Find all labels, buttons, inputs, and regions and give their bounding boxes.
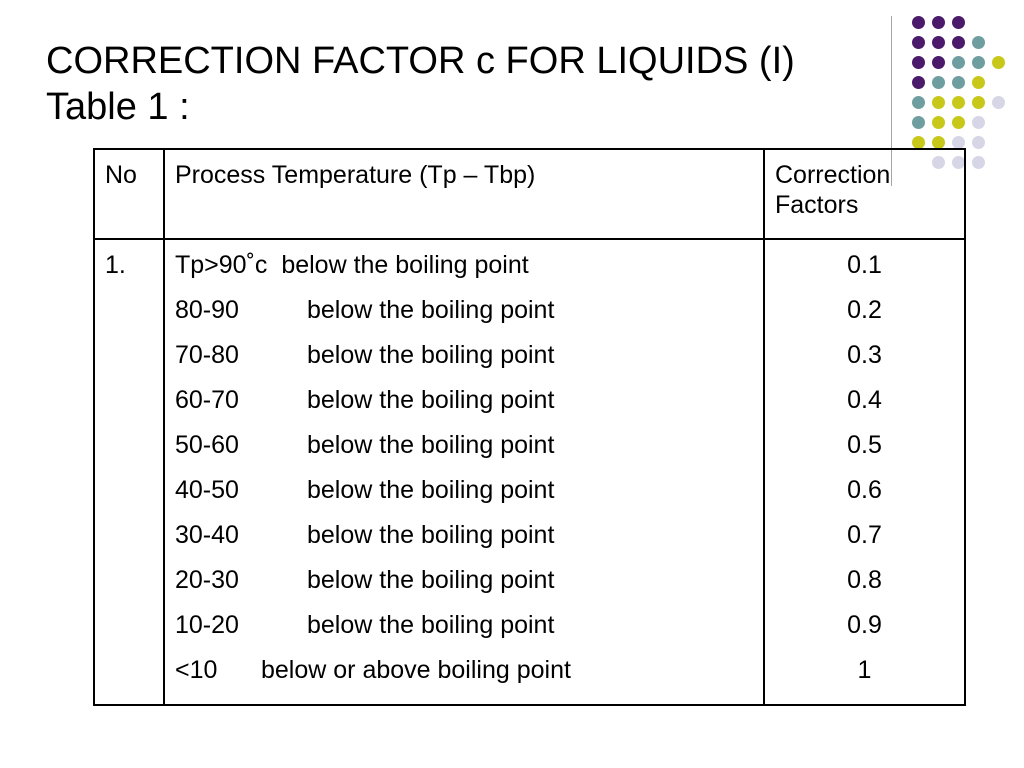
decorative-dot	[932, 16, 945, 29]
decorative-dot	[912, 16, 925, 29]
correction-factor-value: 1	[857, 656, 872, 684]
decorative-dot	[932, 116, 945, 129]
decorative-dot	[932, 36, 945, 49]
decorative-dot	[932, 76, 945, 89]
temperature-line	[175, 475, 753, 520]
decorative-dot	[912, 96, 925, 109]
temperature-description: below the boiling point	[307, 566, 555, 594]
temperature-line	[175, 295, 753, 340]
temperature-line	[175, 565, 753, 610]
slide-title	[46, 38, 795, 130]
decorative-dot	[952, 96, 965, 109]
decorative-dot	[972, 116, 985, 129]
temperature-line	[175, 520, 753, 565]
decorative-dot	[972, 76, 985, 89]
temperature-range: 80-90	[175, 296, 239, 324]
temperature-description: below the boiling point	[307, 296, 555, 324]
slide-title-line-2: Table 1 :	[46, 86, 190, 128]
decorative-dot	[912, 56, 925, 69]
temperature-line	[175, 610, 753, 655]
temperature-line	[175, 385, 753, 430]
temperature-description: below the boiling point	[307, 521, 555, 549]
decorative-dot	[912, 36, 925, 49]
row-number-cell: 1.	[94, 239, 164, 705]
temperature-range: 60-70	[175, 386, 239, 414]
temperature-range: 40-50	[175, 476, 239, 504]
correction-factor-value: 0.3	[847, 341, 882, 369]
decorative-dot	[932, 96, 945, 109]
temperature-description: below the boiling point	[307, 386, 555, 414]
temperature-line	[175, 655, 753, 700]
correction-factor-table	[93, 148, 966, 706]
correction-factor-value: 0.5	[847, 431, 882, 459]
decorative-dot	[912, 116, 925, 129]
header-correction-factors-line-1: Correction	[775, 161, 891, 189]
temperature-description: below or above boiling point	[261, 656, 571, 684]
temperature-description: below the boiling point	[267, 251, 529, 279]
temperature-range: 20-30	[175, 566, 239, 594]
correction-factor-value: 0.6	[847, 476, 882, 504]
decorative-dot	[952, 76, 965, 89]
temperature-range: 50-60	[175, 431, 239, 459]
correction-factor-value: 0.8	[847, 566, 882, 594]
decorative-dot	[972, 36, 985, 49]
correction-factor-value: 0.4	[847, 386, 882, 414]
decorative-dot	[972, 96, 985, 109]
temperature-description: below the boiling point	[307, 476, 555, 504]
decorative-dot	[972, 156, 985, 169]
correction-factor-value: 0.1	[847, 251, 882, 279]
correction-factor-cell	[764, 239, 965, 705]
correction-factor-value: 0.7	[847, 521, 882, 549]
table-header-row	[94, 149, 965, 239]
header-process-temperature: Process Temperature (Tp – Tbp)	[164, 149, 764, 239]
header-no: No	[94, 149, 164, 239]
decorative-dot	[952, 56, 965, 69]
temperature-range: Tp>90˚c	[175, 251, 268, 279]
temperature-description: below the boiling point	[307, 611, 555, 639]
decorative-dot	[932, 56, 945, 69]
table-row	[94, 239, 965, 705]
decorative-dot	[952, 116, 965, 129]
header-correction-factors	[764, 149, 965, 239]
temperature-line	[175, 430, 753, 475]
temperature-line	[175, 340, 753, 385]
slide-title-line-1: CORRECTION FACTOR c FOR LIQUIDS (I)	[46, 40, 795, 82]
temperature-line	[175, 250, 753, 295]
decorative-dot	[972, 136, 985, 149]
temperature-description: below the boiling point	[307, 431, 555, 459]
correction-factor-value: 0.9	[847, 611, 882, 639]
correction-factor-value: 0.2	[847, 296, 882, 324]
temperature-range: 70-80	[175, 341, 239, 369]
process-temperature-cell	[164, 239, 764, 705]
temperature-range: 30-40	[175, 521, 239, 549]
decorative-dot	[952, 16, 965, 29]
decorative-dot	[992, 56, 1005, 69]
decorative-dot	[992, 96, 1005, 109]
header-correction-factors-line-2: Factors	[775, 191, 859, 219]
temperature-range: <10	[175, 656, 218, 684]
decorative-dot	[952, 36, 965, 49]
decorative-dot	[972, 56, 985, 69]
temperature-description: below the boiling point	[307, 341, 555, 369]
decorative-dot	[912, 76, 925, 89]
temperature-range: 10-20	[175, 611, 239, 639]
